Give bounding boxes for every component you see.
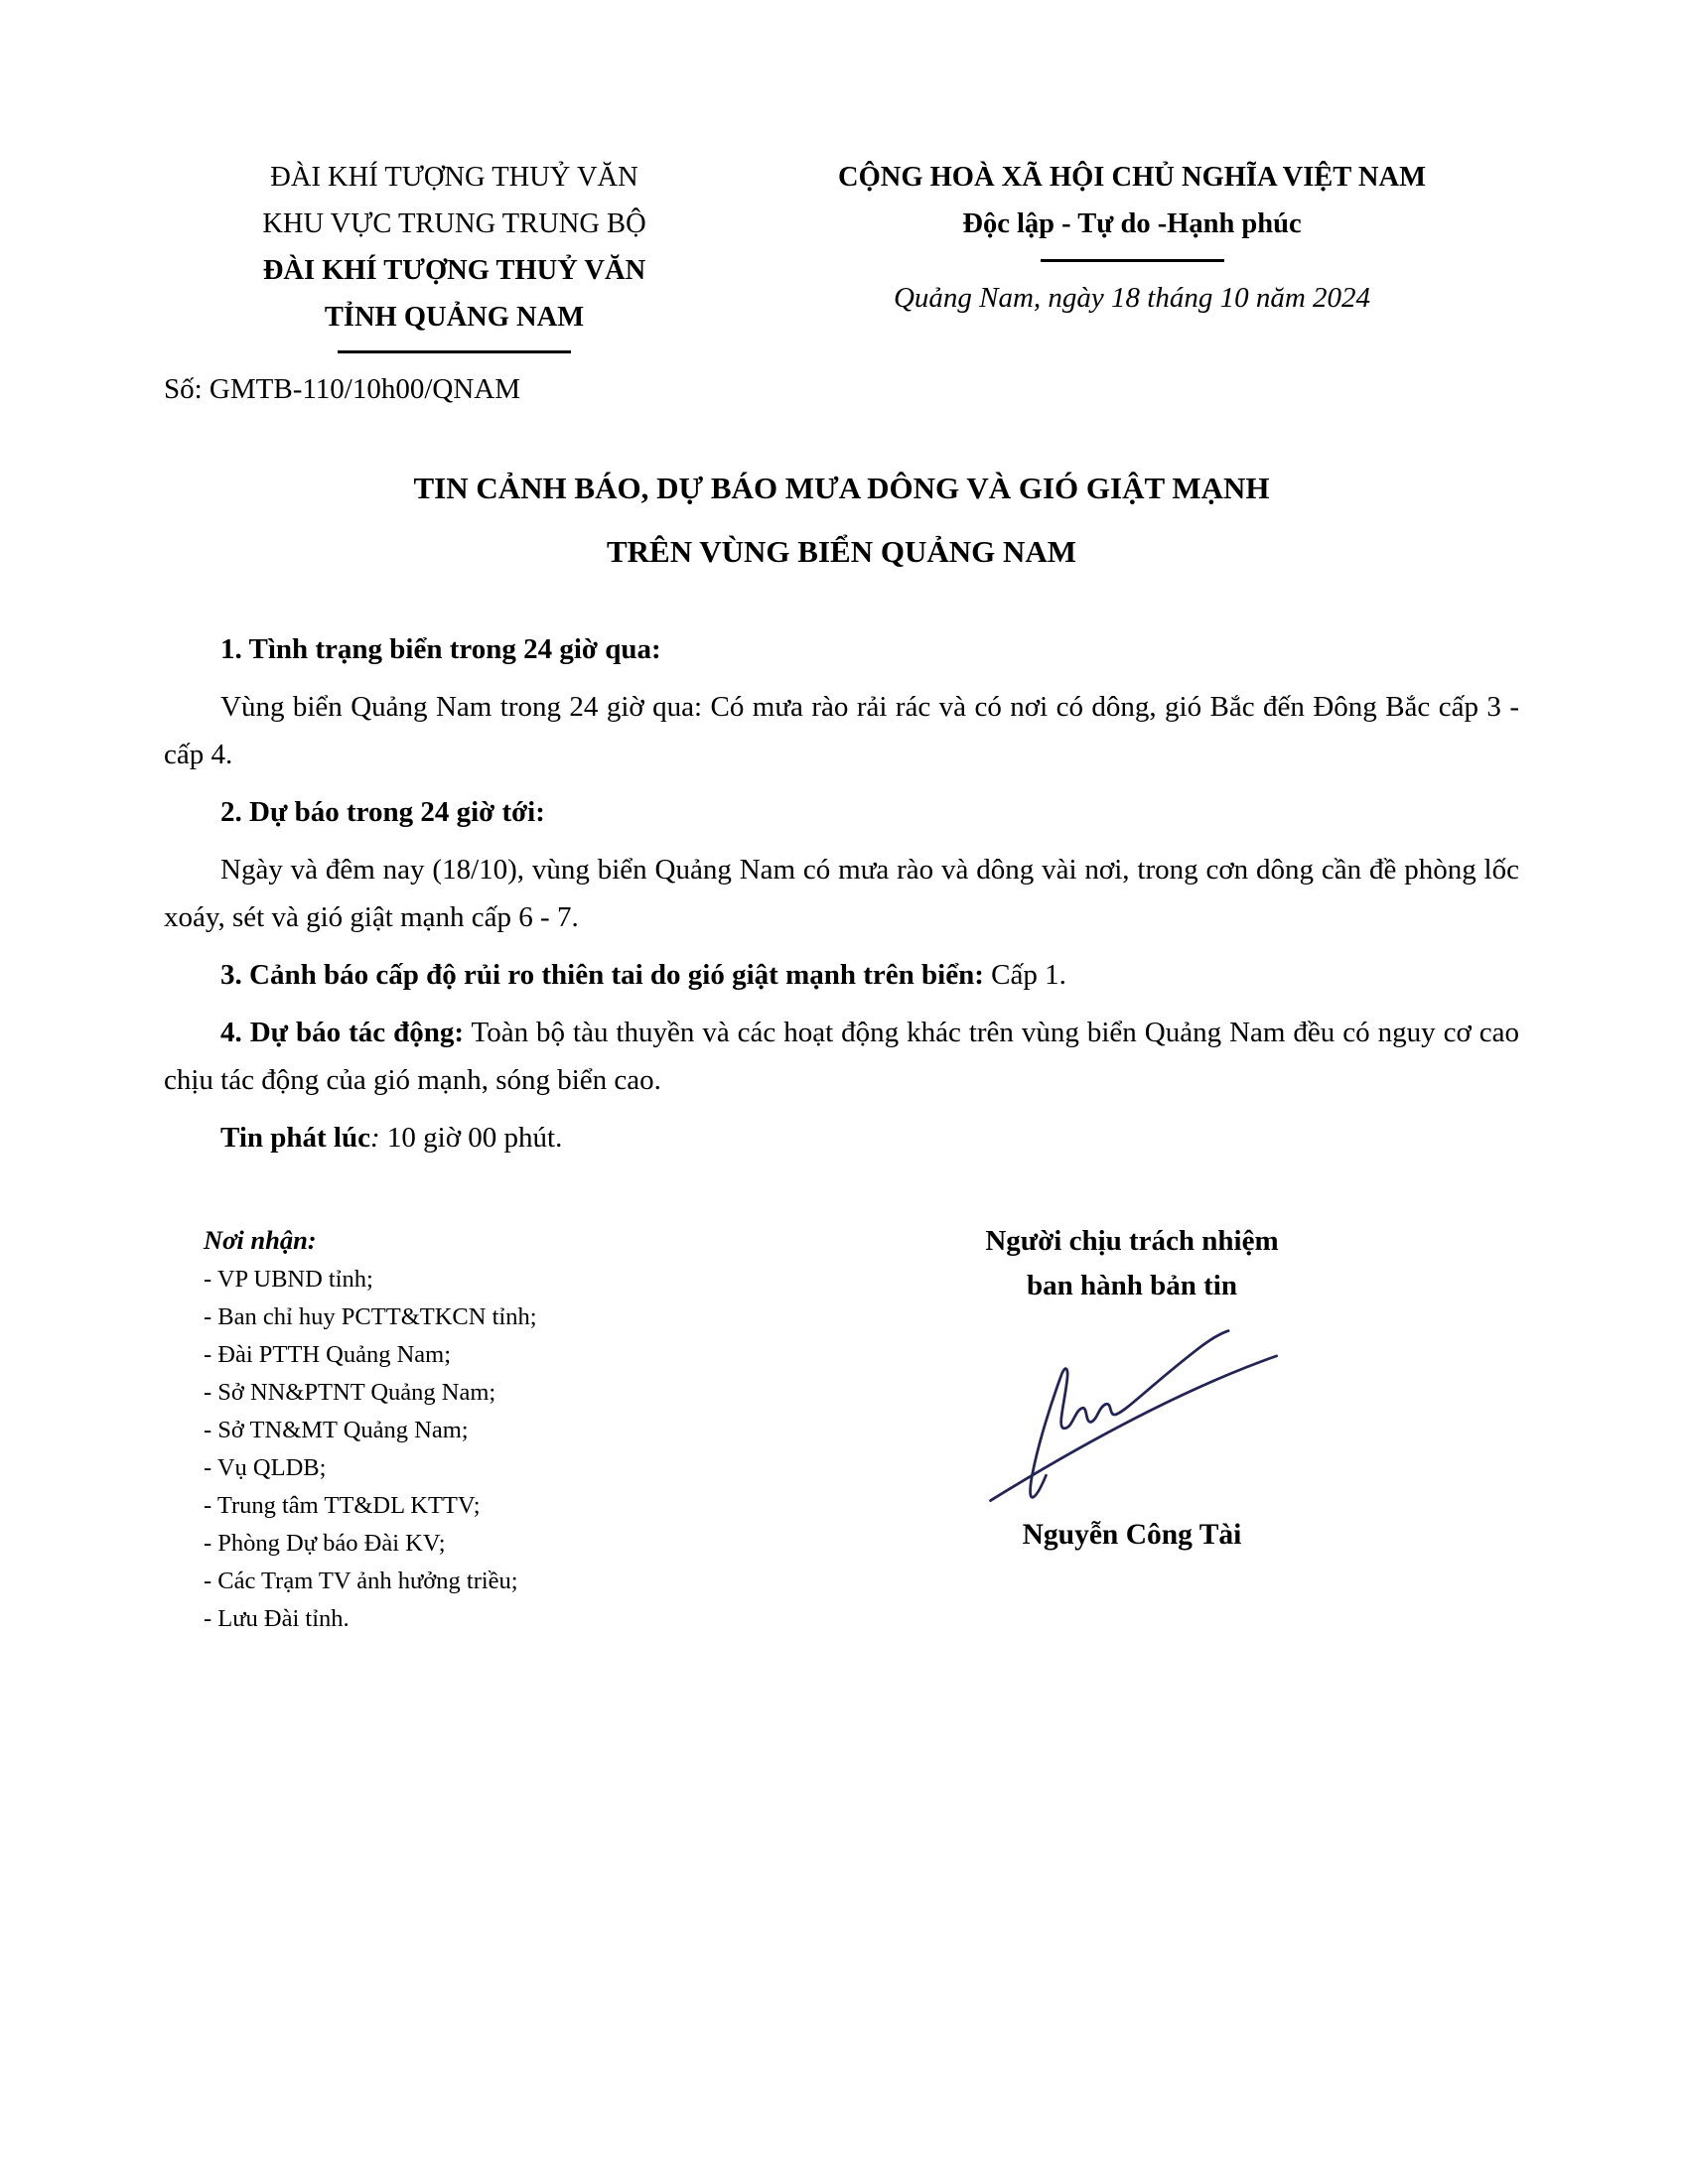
section3-heading: 3. Cảnh báo cấp độ rủi ro thiên tai do gió giật mạnh trên biển: <box>220 959 984 991</box>
section1-heading: 1. Tình trạng biển trong 24 giờ qua: <box>220 633 661 665</box>
recipient-item: - Sở TN&MT Quảng Nam; <box>204 1417 469 1443</box>
signature-image <box>973 1320 1291 1509</box>
recipient-item: - Phòng Dự báo Đài KV; <box>204 1530 446 1557</box>
section3-value: Cấp 1. <box>983 959 1066 991</box>
document-body <box>164 625 1519 1161</box>
signer-name: Nguyễn Công Tài <box>1022 1519 1242 1551</box>
section4-text: Toàn bộ tàu thuyền và các hoạt động khác trên vùng biển Quảng Nam đều có nguy cơ cao chịu tác động của gió mạnh, sóng biển cao. <box>164 1017 1519 1096</box>
recipients-list <box>204 1261 779 1638</box>
recipient-item: - Trung tâm TT&DL KTTV; <box>204 1492 481 1519</box>
section2-heading: 2. Dự báo trong 24 giờ tới: <box>220 796 545 828</box>
issuing-agency-block <box>164 154 745 409</box>
recipient-item: - Lưu Đài tỉnh. <box>204 1605 350 1632</box>
agency-name-line1: ĐÀI KHÍ TƯỢNG THUỶ VĂN <box>262 255 646 286</box>
agency-parent-line2: KHU VỰC TRUNG TRUNG BỘ <box>262 208 646 239</box>
section4-paragraph <box>164 1009 1519 1104</box>
document-title <box>164 457 1519 584</box>
section2-paragraph: Ngày và đêm nay (18/10), vùng biển Quảng Nam có mưa rào và dông vài nơi, trong cơn dông cần đề phòng lốc xoáy, sét và gió giật mạnh cấp 6 - 7. <box>164 854 1519 933</box>
issued-time-colon: : <box>369 1122 380 1154</box>
section1-paragraph: Vùng biển Quảng Nam trong 24 giờ qua: Có mưa rào rải rác và có nơi có dông, gió Bắc đến Đông Bắc cấp 3 - cấp 4. <box>164 691 1519 770</box>
national-header-block <box>745 154 1519 318</box>
national-motto: Độc lập - Tự do -Hạnh phúc <box>962 208 1302 239</box>
signer-role-line1: Người chịu trách nhiệm <box>985 1225 1279 1257</box>
recipients-block <box>164 1219 779 1638</box>
motto-divider-line <box>1041 259 1224 262</box>
place-date-line: Quảng Nam, ngày 18 tháng 10 năm 2024 <box>893 282 1371 314</box>
agency-parent-line1: ĐÀI KHÍ TƯỢNG THUỶ VĂN <box>270 162 638 193</box>
section4-heading: 4. Dự báo tác động: <box>220 1017 465 1048</box>
issued-time-line <box>164 1114 1519 1161</box>
signature-underline-stroke <box>991 1356 1277 1501</box>
signer-role-line2: ban hành bản tin <box>1027 1270 1237 1301</box>
document-title-line1: TIN CẢNH BÁO, DỰ BÁO MƯA DÔNG VÀ GIÓ GIẬT MẠNH <box>413 471 1270 505</box>
document-number: Số: GMTB-110/10h00/QNAM <box>164 373 521 405</box>
national-title: CỘNG HOÀ XÃ HỘI CHỦ NGHĨA VIỆT NAM <box>838 162 1426 193</box>
recipient-item: - Ban chỉ huy PCTT&TKCN tỉnh; <box>204 1303 537 1330</box>
recipient-item: - VP UBND tỉnh; <box>204 1266 373 1293</box>
issued-time-label: Tin phát lúc <box>220 1122 370 1154</box>
signature-block <box>874 1219 1390 1638</box>
section3-paragraph <box>164 951 1519 999</box>
document-footer <box>164 1219 1519 1638</box>
signature-main-stroke <box>1031 1331 1229 1498</box>
recipient-item: - Sở NN&PTNT Quảng Nam; <box>204 1379 496 1406</box>
agency-divider-line <box>338 350 571 353</box>
recipient-item: - Các Trạm TV ảnh hưởng triều; <box>204 1568 518 1594</box>
agency-name-line2: TỈNH QUẢNG NAM <box>324 302 585 333</box>
document-header <box>164 154 1519 409</box>
recipient-item: - Đài PTTH Quảng Nam; <box>204 1341 452 1368</box>
recipients-label: Nơi nhận: <box>204 1225 317 1255</box>
document-title-line2: TRÊN VÙNG BIỂN QUẢNG NAM <box>606 534 1077 569</box>
recipient-item: - Vụ QLDB; <box>204 1454 327 1481</box>
issued-time-value: 10 giờ 00 phút. <box>379 1122 563 1154</box>
